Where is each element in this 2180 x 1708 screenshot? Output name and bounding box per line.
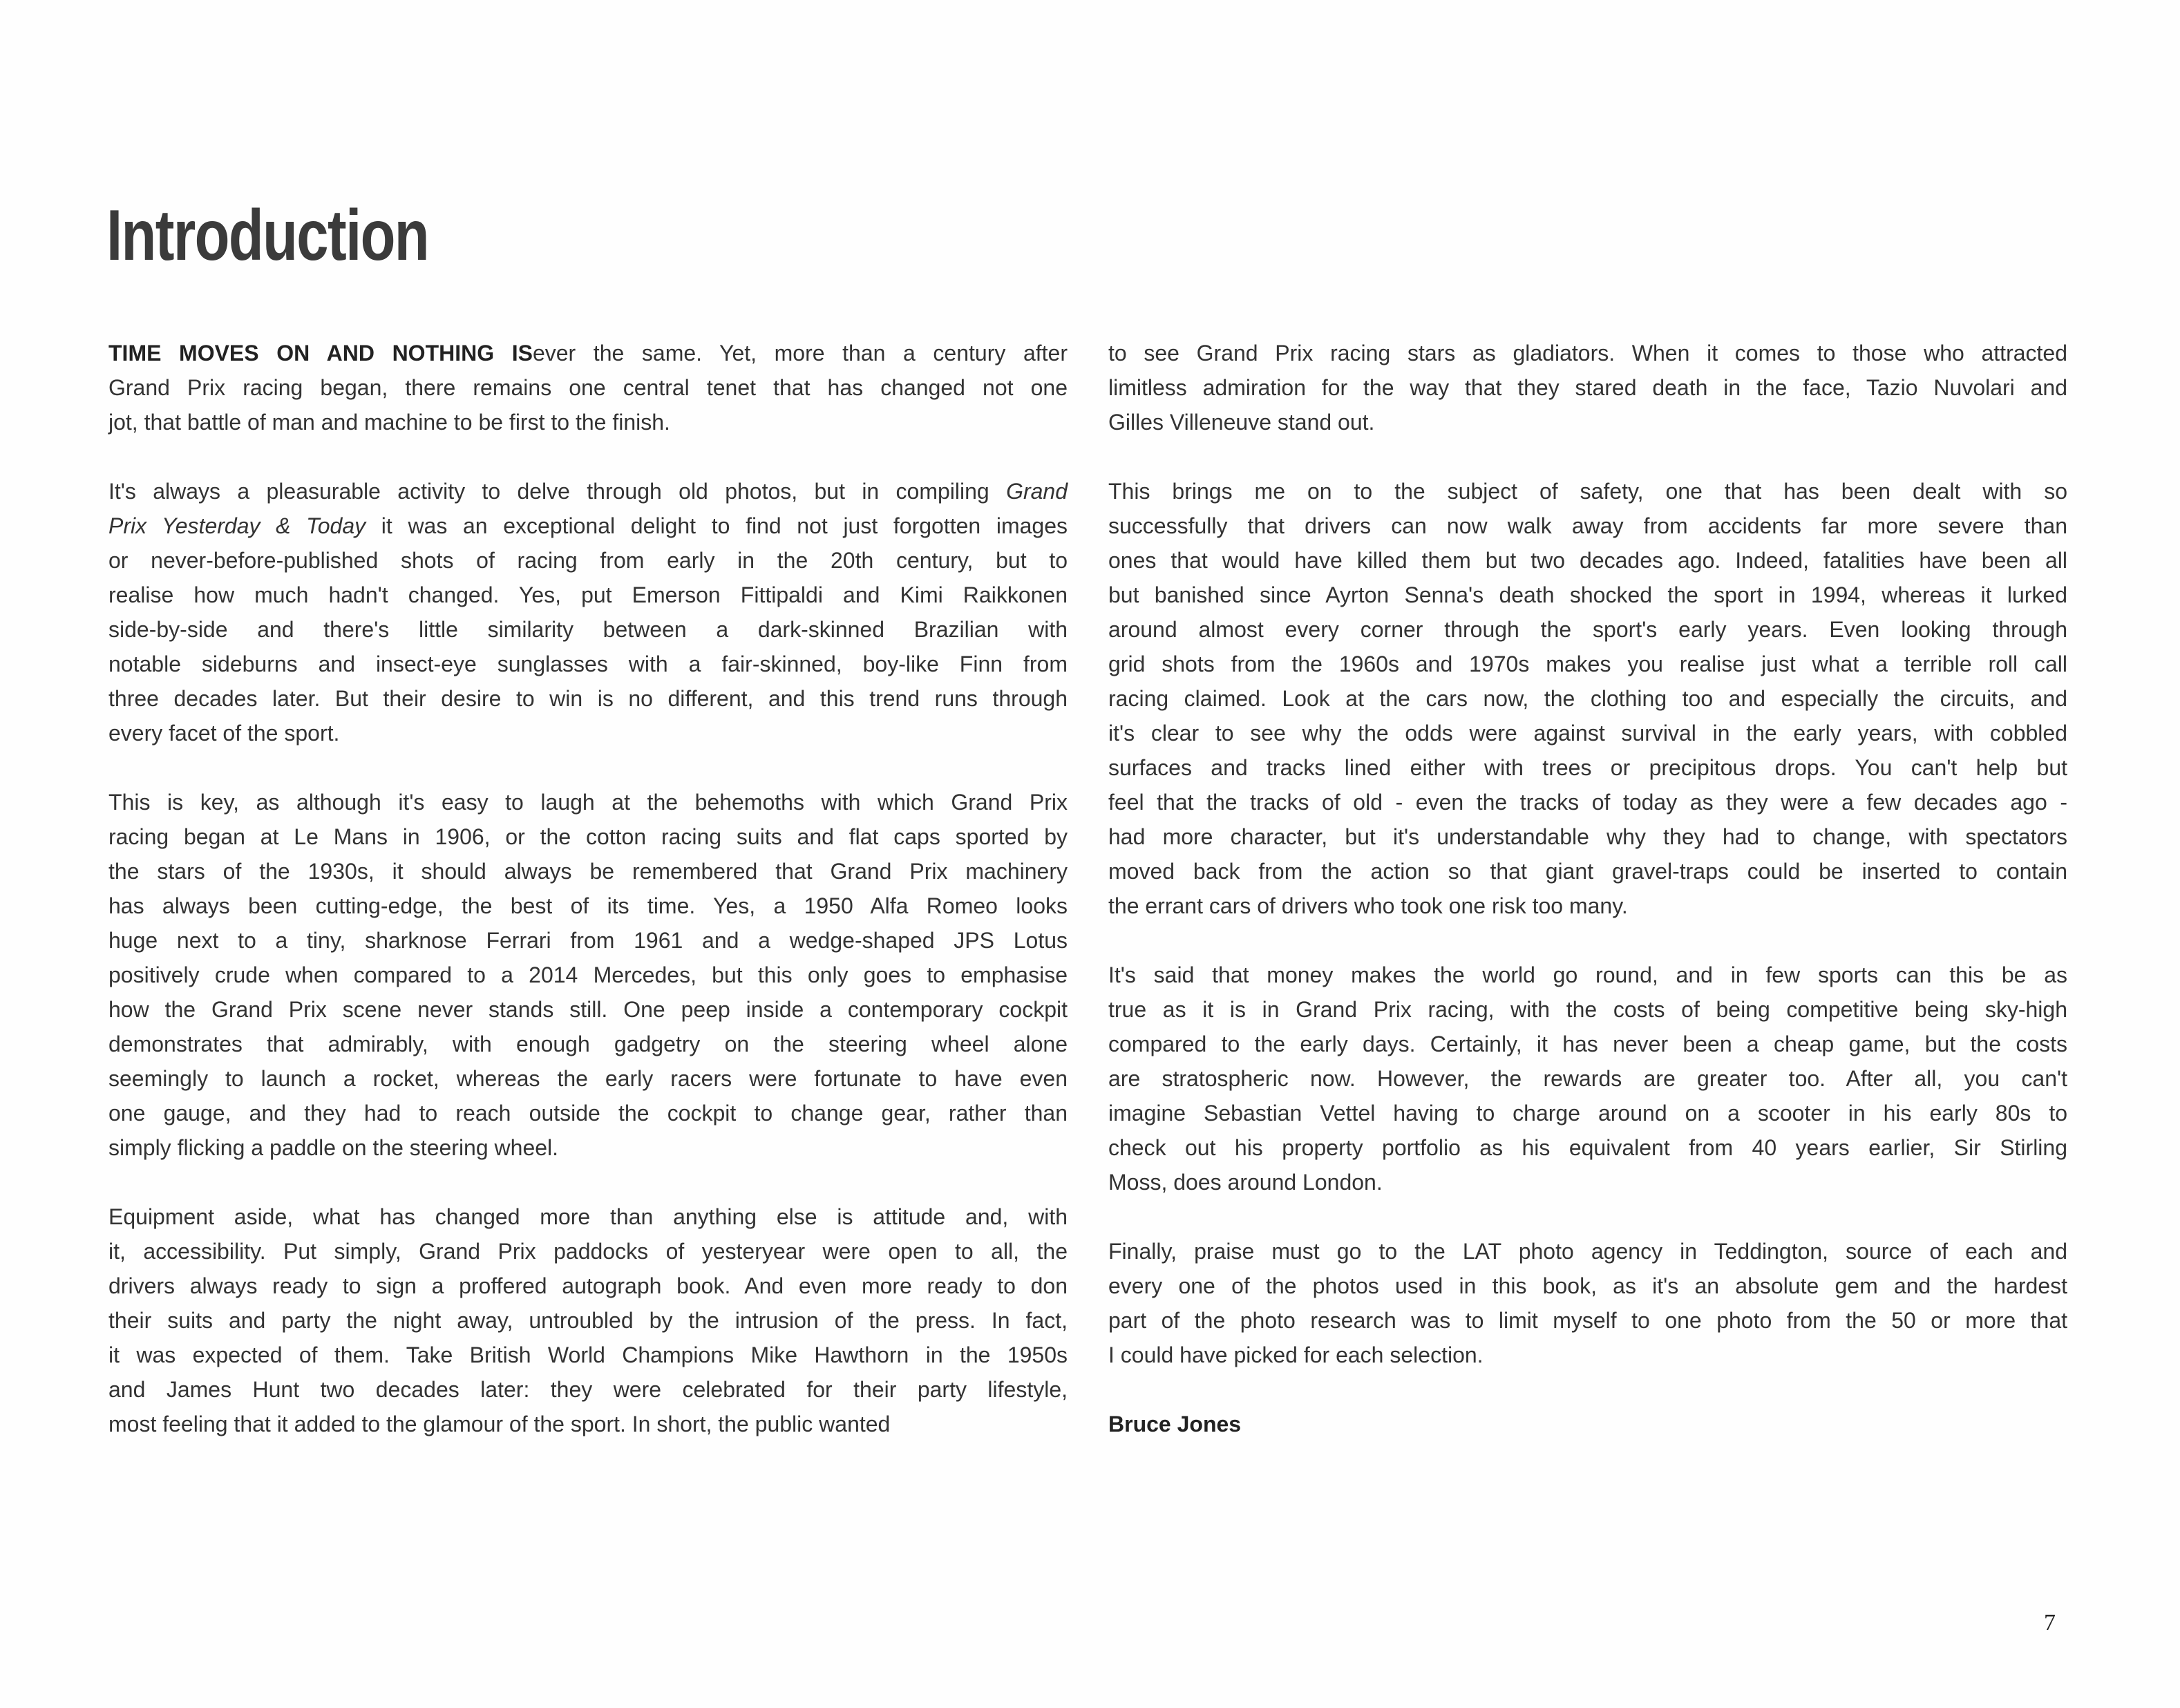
text-line: compared to the early days. Certainly, it has never been a cheap game, but the costs: [1108, 1032, 2067, 1056]
text-line: has always been cutting-edge, the best of its time. Yes, a 1950 Alfa Romeo looks: [108, 893, 1068, 918]
text-line: surfaces and tracks lined either with trees or precipitous drops. You can't help but: [1108, 755, 2067, 780]
text-line: demonstrates that admirably, with enough gadgetry on the steering wheel alone: [108, 1032, 1068, 1056]
text-line: three decades later. But their desire to win is no different, and this trend runs through: [108, 686, 1068, 711]
text-line: seemingly to launch a rocket, whereas the early racers were fortunate to have even: [108, 1066, 1068, 1091]
paragraph: [1108, 474, 2067, 923]
author-signature: Bruce Jones: [1108, 1412, 1242, 1436]
text-line: part of the photo research was to limit myself to one photo from the 50 or more that: [1108, 1308, 2067, 1333]
text-line: it, accessibility. Put simply, Grand Prix paddocks of yesteryear were open to all, the: [108, 1239, 1068, 1264]
text-line: It's said that money makes the world go round, and in few sports can this be as: [1108, 962, 2067, 987]
text-line: every facet of the sport.: [108, 721, 340, 746]
text-line: feel that the tracks of old - even the tracks of today as they were a few decades ago -: [1108, 790, 2067, 815]
text-line: it's clear to see why the odds were against survival in the early years, with cobbled: [1108, 721, 2067, 746]
text-line: This is key, as although it's easy to laugh at the behemoths with which Grand Prix: [108, 790, 1068, 815]
book-title-text: Grand: [1006, 479, 1068, 504]
text-line: I could have picked for each selection.: [1108, 1342, 1484, 1367]
text-line: but banished since Ayrton Senna's death shocked the sport in 1994, whereas it lurked: [1108, 582, 2067, 607]
text-line: successfully that drivers can now walk away from accidents far more severe than: [1108, 513, 2067, 538]
text-line: had more character, but it's understandable why they had to change, with spectators: [1108, 824, 2067, 849]
text-line: and James Hunt two decades later: they were celebrated for their party lifestyle,: [108, 1377, 1068, 1402]
text-line: [108, 509, 1068, 543]
text-line: side-by-side and there's little similarity between a dark-skinned Brazilian with: [108, 617, 1068, 642]
page-number: 7: [2044, 1610, 2056, 1635]
text-line: every one of the photos used in this book, as it's an absolute gem and the hardest: [1108, 1273, 2067, 1298]
text-line: This brings me on to the subject of safety, one that has been dealt with so: [1108, 479, 2067, 504]
text-line: true as it is in Grand Prix racing, with the costs of being competitive being sky-high: [1108, 997, 2067, 1022]
paragraph: [108, 336, 1068, 439]
text-line: check out his property portfolio as his equivalent from 40 years earlier, Sir Stirling: [1108, 1135, 2067, 1160]
text-line: drivers always ready to sign a proffered autograph book. And even more ready to don: [108, 1273, 1068, 1298]
text-line: to see Grand Prix racing stars as gladiators. When it comes to those who attracted: [1108, 341, 2067, 366]
text-line: most feeling that it added to the glamour of the sport. In short, the public wanted: [108, 1412, 891, 1436]
text-line: Finally, praise must go to the LAT photo agency in Teddington, source of each and: [1108, 1239, 2067, 1264]
text-segment: It's always a pleasurable activity to delve through old photos, but in compiling: [108, 479, 1007, 504]
text-line: [108, 474, 1068, 509]
text-line: around almost every corner through the sport's early years. Even looking through: [1108, 617, 2067, 642]
left-column: [108, 336, 1068, 1476]
paragraph: [1108, 1234, 2067, 1372]
text-line: the errant cars of drivers who took one risk too many.: [1108, 893, 1628, 918]
lead-in-text: TIME MOVES ON AND NOTHING IS: [108, 341, 533, 366]
text-line: huge next to a tiny, sharknose Ferrari from 1961 and a wedge-shaped JPS Lotus: [108, 928, 1068, 953]
text-segment: ever the same. Yet, more than a century after: [532, 341, 1068, 366]
text-line: ones that would have killed them but two decades ago. Indeed, fatalities have been all: [1108, 548, 2067, 573]
page-title: Introduction: [106, 196, 429, 276]
text-line: jot, that battle of man and machine to be first to the finish.: [108, 410, 670, 435]
text-line: it was expected of them. Take British World Champions Mike Hawthorn in the 1950s: [108, 1342, 1068, 1367]
text-segment: it was an exceptional delight to find not just forgotten images: [366, 513, 1068, 538]
text-line: Gilles Villeneuve stand out.: [1108, 410, 1375, 435]
text-line: simply flicking a paddle on the steering wheel.: [108, 1135, 559, 1160]
right-column: [1108, 336, 2067, 1441]
text-line: racing claimed. Look at the cars now, the clothing too and especially the circuits, and: [1108, 686, 2067, 711]
text-line: positively crude when compared to a 2014 Mercedes, but this only goes to emphasise: [108, 962, 1068, 987]
paragraph: [1108, 958, 2067, 1199]
paragraph: [108, 1199, 1068, 1441]
text-line: one gauge, and they had to reach outside the cockpit to change gear, rather than: [108, 1101, 1068, 1126]
paragraph: [108, 474, 1068, 750]
text-line: are stratospheric now. However, the rewards are greater too. After all, you can't: [1108, 1066, 2067, 1091]
text-line: Moss, does around London.: [1108, 1170, 1383, 1195]
text-line: the stars of the 1930s, it should always be remembered that Grand Prix machinery: [108, 859, 1068, 884]
text-line: [108, 336, 1068, 370]
text-line: imagine Sebastian Vettel having to charge around on a scooter in his early 80s to: [1108, 1101, 2067, 1126]
text-line: notable sideburns and insect-eye sunglasses with a fair-skinned, boy-like Finn from: [108, 652, 1068, 676]
text-line: Equipment aside, what has changed more than anything else is attitude and, with: [108, 1204, 1068, 1229]
text-line: Grand Prix racing began, there remains one central tenet that has changed not one: [108, 375, 1068, 400]
text-line: or never-before-published shots of racing from early in the 20th century, but to: [108, 548, 1068, 573]
text-line: limitless admiration for the way that they stared death in the face, Tazio Nuvolari and: [1108, 375, 2067, 400]
paragraph: [108, 785, 1068, 1165]
text-line: moved back from the action so that giant gravel-traps could be inserted to contain: [1108, 859, 2067, 884]
text-line: grid shots from the 1960s and 1970s makes you realise just what a terrible roll call: [1108, 652, 2067, 676]
text-line: racing began at Le Mans in 1906, or the cotton racing suits and flat caps sported by: [108, 824, 1068, 849]
text-line: realise how much hadn't changed. Yes, put Emerson Fittipaldi and Kimi Raikkonen: [108, 582, 1068, 607]
text-line: how the Grand Prix scene never stands still. One peep inside a contemporary cockpit: [108, 997, 1068, 1022]
text-line: their suits and party the night away, untroubled by the intrusion of the press. In fact,: [108, 1308, 1068, 1333]
book-title-text: Prix Yesterday & Today: [108, 513, 366, 538]
paragraph: [1108, 336, 2067, 439]
